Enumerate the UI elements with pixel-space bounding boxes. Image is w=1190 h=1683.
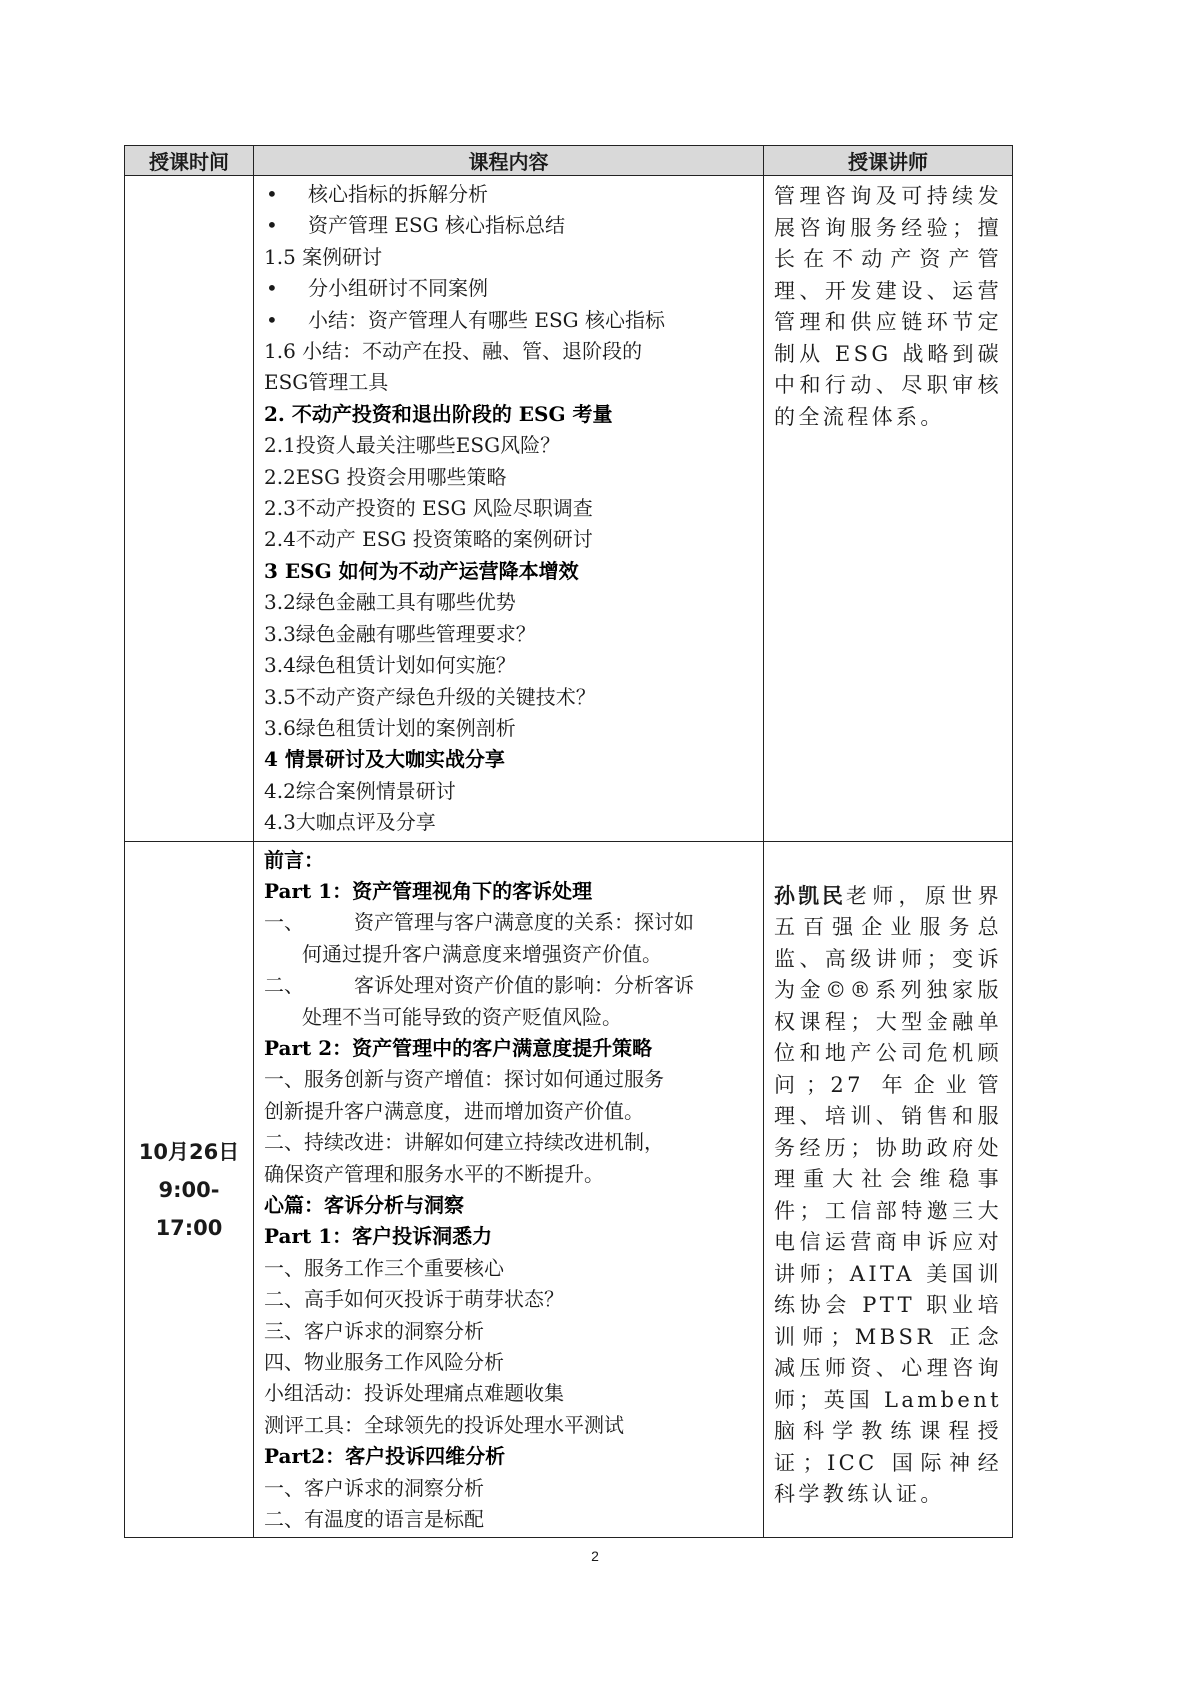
content-line: 小组活动：投诉处理痛点难题收集 [264,1381,564,1406]
session-start: 9:00- [158,1177,220,1202]
content-line [264,305,755,336]
bullet-text: 资产管理 ESG 核心指标总结 [308,213,565,238]
header-content: 课程内容 [254,146,764,176]
content-line [264,907,755,938]
section-heading: 3 ESG 如何为不动产运营降本增效 [264,558,579,583]
bullet-text: 小结：资产管理人有哪些 ESG 核心指标 [308,307,665,332]
bullet-icon: • [266,182,278,206]
content-line: 确保资产管理和服务水平的不断提升。 [264,1161,604,1186]
row2-teacher-cell [764,841,1013,1538]
row2-teacher [764,842,1012,1513]
row1-teacher-bio: 管理咨询及可持续发展咨询服务经验；擅长在不动产资产管理、开发建设、运营管理和供应链环节定制从 ESG 战略到碳中和行动、尽职审核的全流程体系。 [774,184,1002,429]
section-heading: Part 1：客户投诉洞悉力 [264,1224,493,1249]
schedule-table [124,145,1013,1538]
content-line: 一、服务工作三个重要核心 [264,1255,504,1280]
row1-content [254,176,763,841]
content-line: 3.5不动产资产绿色升级的关键技术？ [264,684,596,709]
content-line: 4.2综合案例情景研讨 [264,778,456,803]
content-line: 三、客户诉求的洞察分析 [264,1318,484,1343]
content-line: 3.6绿色租赁计划的案例剖析 [264,715,516,740]
section-heading: Part 1：资产管理视角下的客诉处理 [264,878,593,903]
row2-time-cell [125,841,254,1538]
item-number: 一、 [264,910,304,935]
bullet-icon: • [266,213,278,238]
bullet-icon: • [266,276,278,301]
section-heading: 心篇：客诉分析与洞察 [264,1193,464,1217]
content-line: 3.4绿色租赁计划如何实施？ [264,653,516,678]
section-heading: Part 2：资产管理中的客户满意度提升策略 [264,1035,653,1060]
row-1 [125,176,1013,842]
item-number: 二、 [264,973,304,998]
content-line: 二、高手如何灭投诉于萌芽状态？ [264,1287,564,1312]
content-line: 二、有温度的语言是标配 [264,1507,484,1532]
content-line: 四、物业服务工作风险分析 [264,1350,504,1375]
content-line: 处理不当可能导致的资产贬值风险。 [302,1004,622,1029]
teacher-name: 孙凯民 [774,882,846,908]
bullet-icon: • [266,307,278,332]
header-row [125,146,1013,176]
teacher-bio: 老师，原世界五百强企业服务总监、高级讲师；变诉为金©®系列独家版权课程；大型金融单位和地产公司危机顾问；27 年企业管理、培训、销售和服务经历；协助政府处理重大社会维稳事件；工信部特邀三大电信运营商申诉应对讲师；AITA 美国训练协会 PTT 职业培训师；MBSR 正念减压师资、心理咨询师；英国 Lambent 脑科学教练课程授证；ICC 国际神经科学教练认证。 [774,883,1003,1507]
row2-content-cell [254,841,764,1538]
row-2 [125,841,1013,1538]
content-line: 二、持续改进：讲解如何建立持续改进机制， [264,1130,664,1155]
content-line [264,179,755,210]
session-date: 10月26日 [138,1139,240,1164]
row2-content [254,842,763,1538]
row1-time-cell [125,176,254,842]
content-line: 1.5 案例研讨 [264,244,383,269]
session-end: 17:00 [155,1215,223,1240]
content-line [264,970,755,1001]
content-line: 测评工具：全球领先的投诉处理水平测试 [264,1412,624,1437]
content-line: 何通过提升客户满意度来增强资产价值。 [302,941,662,966]
section-heading: Part2：客户投诉四维分析 [264,1444,506,1469]
content-line: 一、客户诉求的洞察分析 [264,1475,484,1500]
content-line: 4.3大咖点评及分享 [264,810,436,835]
content-line: 创新提升客户满意度，进而增加资产价值。 [264,1098,644,1123]
bullet-text: 分小组研讨不同案例 [308,276,488,301]
content-line: 3.3绿色金融有哪些管理要求？ [264,621,536,646]
header-time: 授课时间 [125,146,254,176]
section-heading: 2. 不动产投资和退出阶段的 ESG 考量 [264,401,613,426]
content-line: 一、服务创新与资产增值：探讨如何通过服务 [264,1067,664,1092]
content-line [264,273,755,304]
bullet-text: 核心指标的拆解分析 [308,182,488,206]
row1-teacher-cell [764,176,1013,842]
content-line: 2.3不动产投资的 ESG 风险尽职调查 [264,496,593,521]
content-line: 3.2绿色金融工具有哪些优势 [264,590,516,615]
content-line: 2.1投资人最关注哪些ESG风险？ [264,433,561,458]
content-line: 2.4不动产 ESG 投资策略的案例研讨 [264,527,593,552]
item-text: 资产管理与客户满意度的关系：探讨如 [354,910,694,935]
section-heading: 4 情景研讨及大咖实战分享 [264,747,505,772]
item-text: 客诉处理对资产价值的影响：分析客诉 [354,973,694,998]
section-heading: 前言： [264,847,324,872]
row1-content-cell [254,176,764,842]
content-line [264,210,755,241]
content-line: 2.2ESG 投资会用哪些策略 [264,464,507,489]
page-number: 2 [591,1548,599,1564]
content-line: ESG管理工具 [264,370,389,395]
header-teacher: 授课讲师 [764,146,1013,176]
content-line: 1.6 小结：不动产在投、融、管、退阶段的 [264,339,643,364]
